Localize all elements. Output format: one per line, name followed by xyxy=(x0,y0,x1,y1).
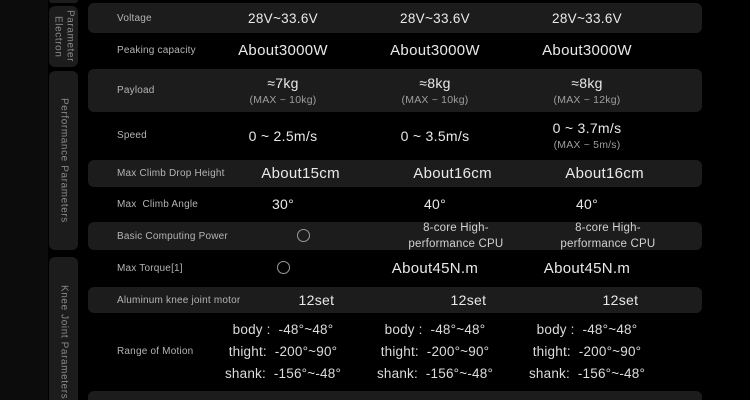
cell-value: About45N.m xyxy=(391,259,479,277)
row-label: Payload xyxy=(117,85,155,96)
row-label: Max Climb Angle xyxy=(117,198,199,210)
cell xyxy=(377,165,529,182)
cell xyxy=(511,260,663,277)
cell-value: About3000W xyxy=(542,42,632,59)
row-label: Voltage xyxy=(117,12,152,24)
spec-row-aluminum-knee-joint-motor xyxy=(88,287,702,313)
cell-value: About16cm xyxy=(565,165,644,182)
cell xyxy=(511,196,663,212)
cell-value: 12set xyxy=(450,292,487,308)
cell xyxy=(240,292,392,308)
cell xyxy=(225,165,377,182)
cell xyxy=(207,11,359,26)
cell xyxy=(359,196,511,212)
cell-value-line: 8-core High- xyxy=(575,222,641,234)
spec-table xyxy=(88,0,705,400)
cell-value: 40° xyxy=(575,196,599,212)
cell xyxy=(511,11,663,26)
cell-subvalue: (MAX ~ 12kg) xyxy=(553,94,621,106)
cell xyxy=(511,42,663,59)
cell-value: 28V~33.6V xyxy=(248,10,318,26)
cell xyxy=(228,227,380,245)
cell-value: 28V~33.6V xyxy=(552,10,622,26)
circle-icon xyxy=(297,229,310,242)
cell-value-line: body : -48°~48° xyxy=(536,321,638,337)
cell xyxy=(207,42,359,59)
spec-row-peaking-capacity xyxy=(88,33,702,68)
cell xyxy=(529,165,681,182)
cell-value-line: thight: -200°~90° xyxy=(380,343,490,359)
row-label: Peaking capacity xyxy=(117,45,196,56)
row-label: Range of Motion xyxy=(117,346,194,357)
spec-row-speed xyxy=(88,112,702,159)
spec-row-max-climb-angle xyxy=(88,187,702,221)
tab-performance-parameters[interactable] xyxy=(49,71,78,250)
tab-label-line: Parameter xyxy=(64,10,76,63)
cell-value-line: performance CPU xyxy=(408,238,504,250)
cell-value: 30° xyxy=(271,196,295,212)
cell xyxy=(532,220,684,252)
cell xyxy=(392,292,544,308)
spec-row-max-climb-drop-height xyxy=(88,160,702,187)
cell-subvalue: (MAX ~ 10kg) xyxy=(249,94,317,106)
cell-subvalue: (MAX ~ 10kg) xyxy=(401,94,469,106)
cell xyxy=(359,75,511,106)
cell-value: About3000W xyxy=(238,42,328,59)
cell-value-line: thight: -200°~90° xyxy=(228,343,338,359)
left-rail xyxy=(0,0,48,400)
cell xyxy=(207,75,359,106)
row-label: Max Climb Drop Height xyxy=(117,168,225,179)
cell-value-line: body : -48°~48° xyxy=(232,321,334,337)
spec-row-range-of-motion xyxy=(88,313,702,390)
cell-value-line: performance CPU xyxy=(560,238,656,250)
spec-row-payload xyxy=(88,69,702,112)
cell xyxy=(207,319,359,385)
tab-electron-parameter[interactable] xyxy=(49,6,78,67)
cell-value-line: body : -48°~48° xyxy=(384,321,486,337)
cell-value: 0 ~ 3.5m/s xyxy=(400,127,470,144)
cell xyxy=(359,260,511,277)
circle-icon xyxy=(277,261,290,274)
cell xyxy=(511,75,663,106)
cell-value: About45N.m xyxy=(543,259,631,277)
tab-label: Knee Joint Parameters xyxy=(58,284,70,400)
cell xyxy=(207,196,359,212)
cell-value-line: shank: -156°~-48° xyxy=(224,365,342,381)
tab-label: Performance Parameters xyxy=(58,98,70,223)
cell xyxy=(207,259,359,277)
tab-label-line: Electron xyxy=(52,15,64,58)
row-label: Speed xyxy=(117,130,147,141)
cell xyxy=(544,292,696,308)
cell-value: About3000W xyxy=(390,42,480,59)
row-label: Max Torque[1] xyxy=(117,262,183,274)
cell-value-line: thight: -200°~90° xyxy=(532,343,642,359)
cell-value: 12set xyxy=(298,292,335,308)
cell xyxy=(359,11,511,26)
cell-value-line: 8-core High- xyxy=(423,222,489,234)
cell-value: About15cm xyxy=(261,165,340,182)
cell-value: 28V~33.6V xyxy=(400,10,470,26)
cell-value: About16cm xyxy=(413,165,492,182)
tab-label xyxy=(52,10,76,62)
cell xyxy=(207,128,359,144)
row-label: Aluminum knee joint motor xyxy=(117,294,241,306)
tab-knee-joint-parameters[interactable] xyxy=(49,257,78,400)
cell xyxy=(359,128,511,144)
cell-value-line: shank: -156°~-48° xyxy=(376,365,494,381)
cell-value: 12set xyxy=(602,292,639,308)
cell-value: 40° xyxy=(423,196,447,212)
cell xyxy=(359,319,511,385)
cell-value: ≈8kg xyxy=(419,75,451,91)
cell xyxy=(511,120,663,151)
cell-value: ≈7kg xyxy=(267,75,299,91)
tab-partial-top xyxy=(49,0,78,3)
spec-row-voltage xyxy=(88,3,702,33)
cell xyxy=(511,319,663,385)
row-label: Basic Computing Power xyxy=(117,230,228,242)
spec-row-basic-computing-power xyxy=(88,222,702,250)
spec-row-max-torque xyxy=(88,250,702,286)
cell-value: 0 ~ 3.7m/s xyxy=(552,120,622,136)
cell-value: ≈8kg xyxy=(571,75,603,91)
cell-subvalue: (MAX ~ 5m/s) xyxy=(553,139,621,151)
cell xyxy=(380,220,532,252)
spec-row-partial-bottom xyxy=(88,391,702,400)
cell xyxy=(359,42,511,59)
cell-value: 0 ~ 2.5m/s xyxy=(248,127,318,144)
cell-value-line: shank: -156°~-48° xyxy=(528,365,646,381)
